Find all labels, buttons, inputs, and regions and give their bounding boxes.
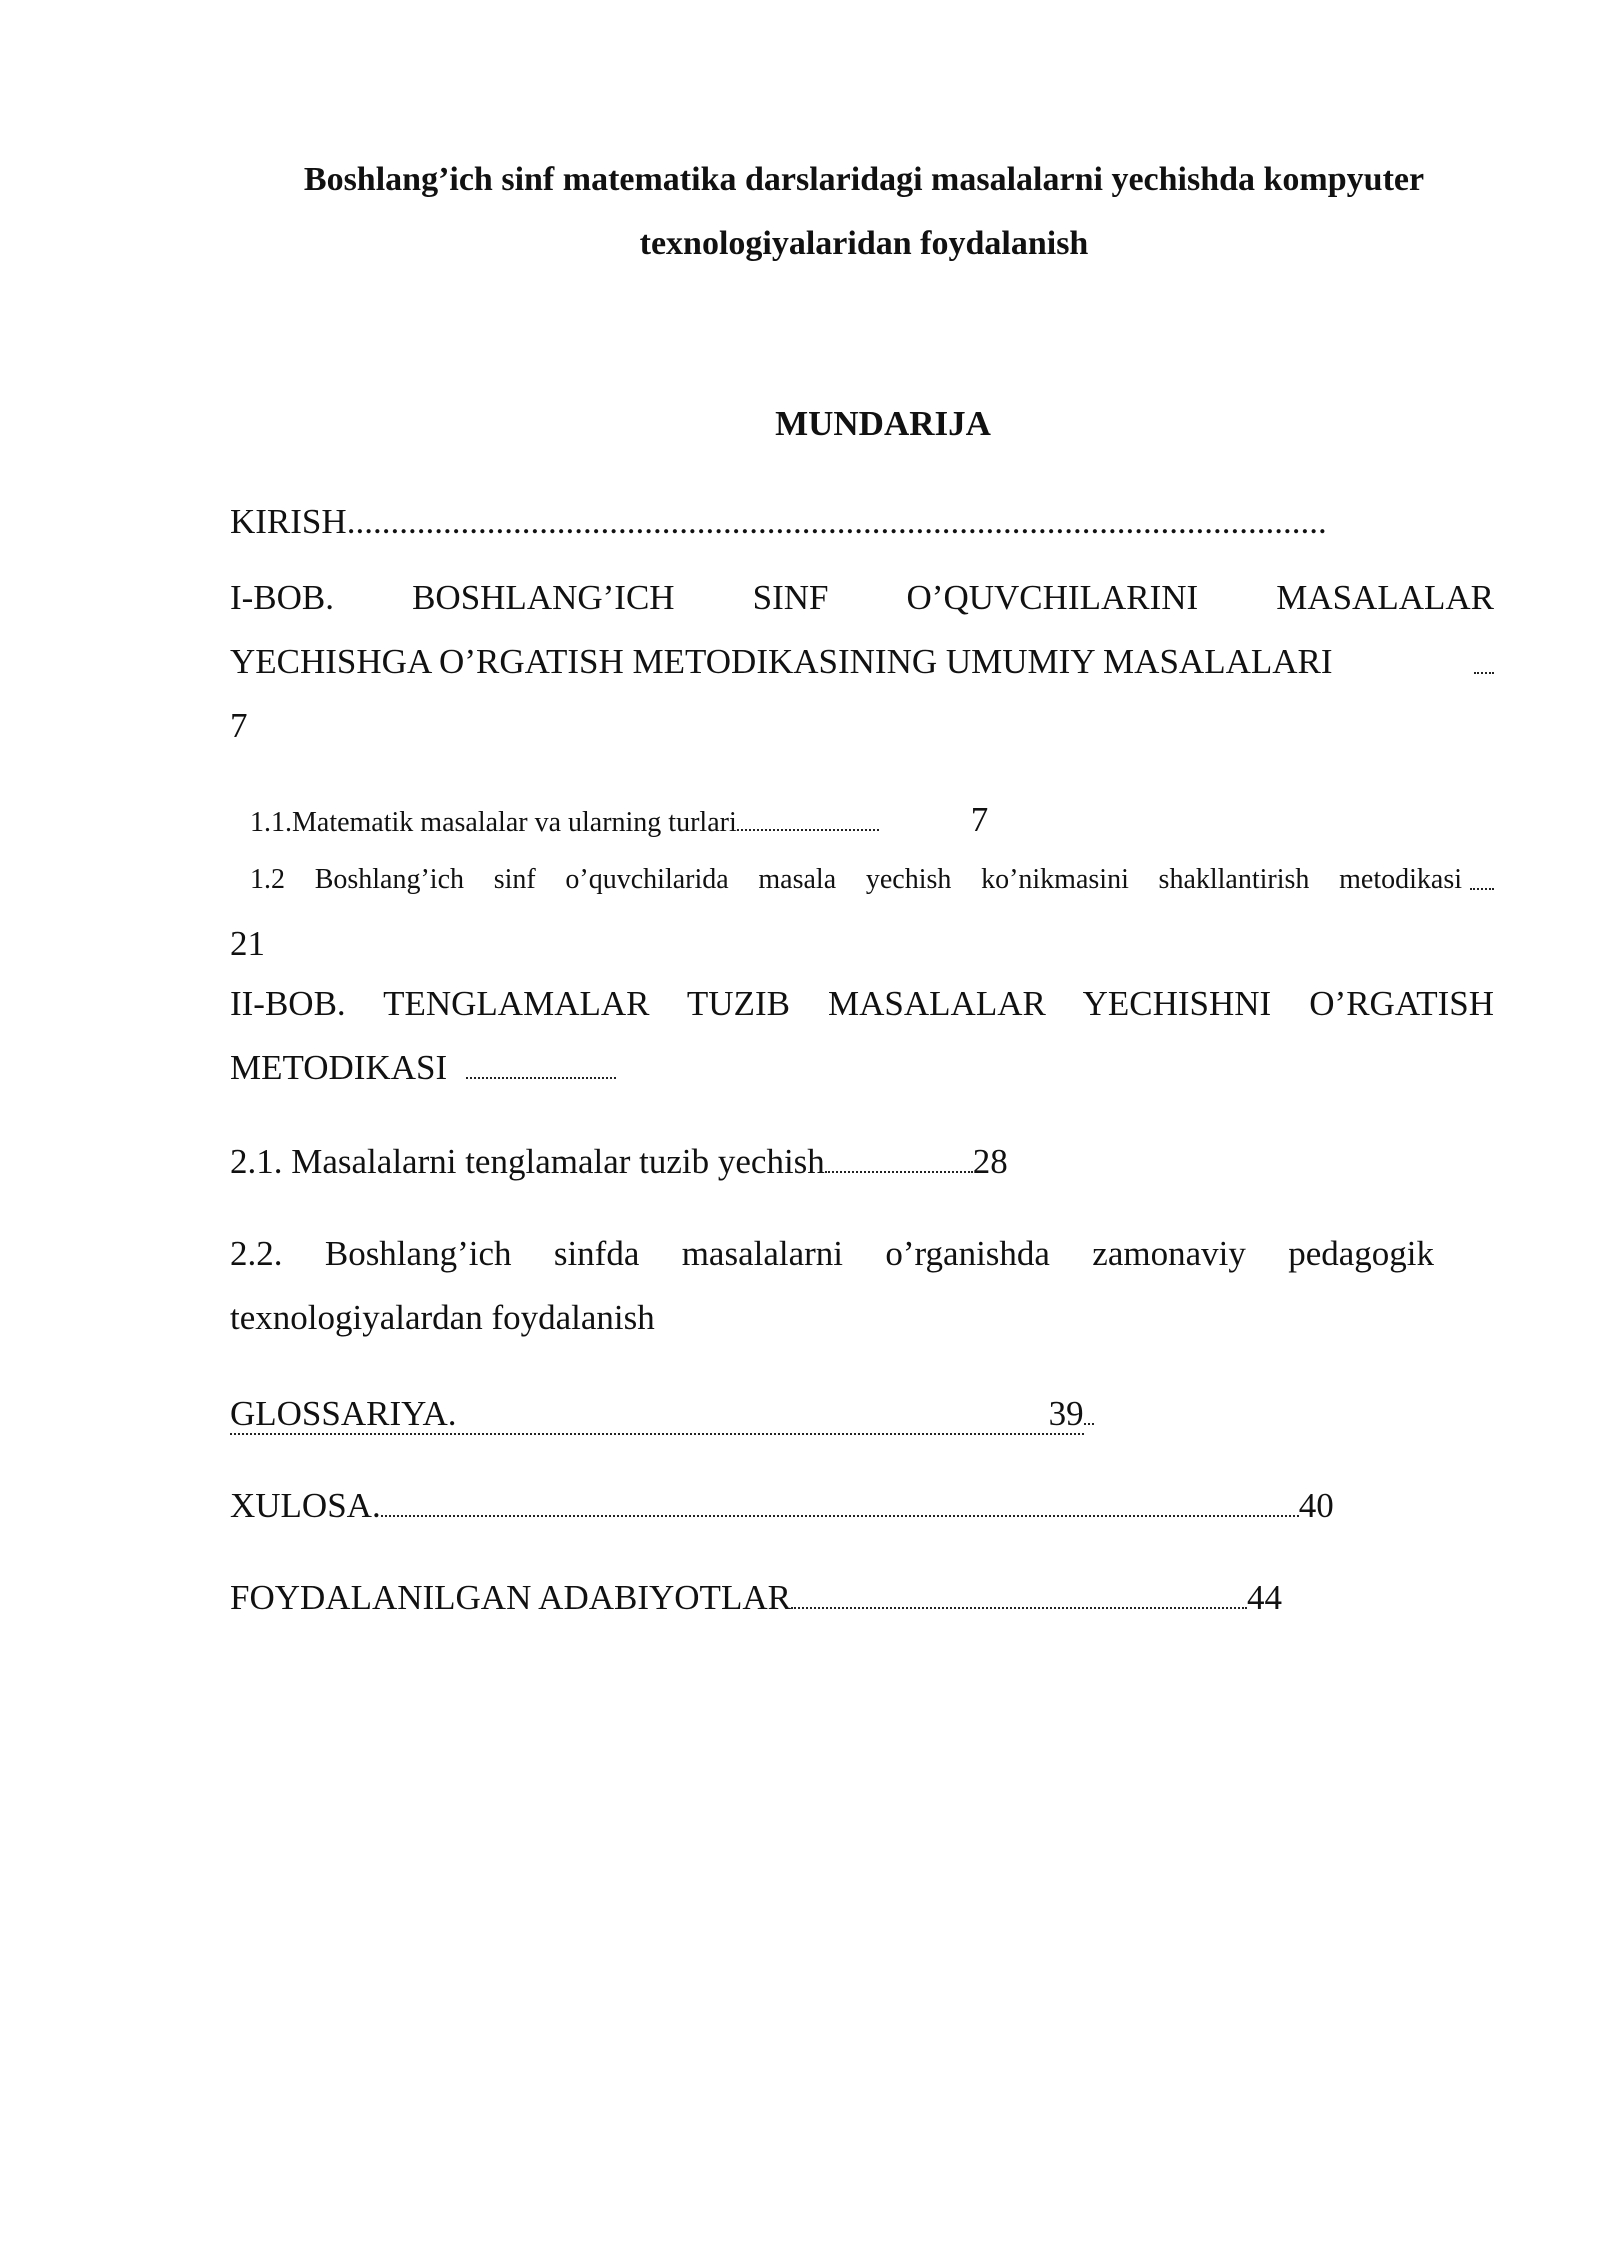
toc-entry-line: METODIKASI: [230, 1036, 1494, 1100]
toc-entry-kirish: [230, 490, 1327, 554]
toc-entry-bob1: [230, 566, 1494, 758]
toc-leader-dots: [737, 805, 879, 831]
toc-entry-label: FOYDALANILGAN ADABIYOTLAR: [230, 1578, 791, 1617]
title-line-2: texnologiyalaridan foydalanish: [639, 225, 1089, 262]
toc-entry-label: 2.1. Masalalarni tenglamalar tuzib yechish: [230, 1142, 825, 1181]
toc-leader-dots: [381, 1491, 1299, 1517]
toc-entry-label: XULOSA.: [230, 1486, 381, 1525]
toc-entry-page: 7: [230, 706, 248, 745]
toc-leader-dots: [825, 1147, 973, 1173]
toc-entry-page-1-2: 21: [230, 924, 265, 963]
toc-entry-xulosa: [230, 1474, 1334, 1538]
toc-entry-page: 40: [1298, 1486, 1334, 1525]
toc-leader-dots: [466, 1053, 616, 1079]
toc-heading: MUNDARIJA: [775, 404, 991, 443]
document-title: [226, 148, 1502, 276]
toc-entry-page: 7: [970, 800, 989, 839]
toc-entry-label: 1.1.Matematik masalalar va ularning turlari: [250, 807, 737, 838]
toc-entry-bob2: [230, 972, 1494, 1100]
toc-entry-1-1: [250, 800, 988, 843]
toc-entry-label: GLOSSARIYA. 39: [230, 1394, 1084, 1433]
toc-entry-page: 28: [972, 1142, 1008, 1181]
toc-entry-1-2: [250, 860, 1494, 900]
toc-entry-line: I-BOB. BOSHLANG’ICH SINF O’QUVCHILARINI MASALALAR: [230, 578, 1494, 617]
toc-entry-adabiyotlar: [230, 1566, 1282, 1630]
toc-leader-dots: [1474, 648, 1494, 674]
toc-entry-2-2: [230, 1222, 1434, 1350]
toc-entry-label: 1.2 Boshlang’ich sinf o’quvchilarida masala yechish ko’nikmasini shakllantirish metodikasi: [250, 864, 1462, 895]
toc-entry-line: II-BOB. TENGLAMALAR TUZIB MASALALAR YECHISHNI O’RGATISH: [230, 984, 1494, 1023]
toc-entry-page: 39: [1048, 1394, 1084, 1433]
toc-entry-glossariya: [230, 1382, 1094, 1446]
toc-entry-label: KIRISH: [230, 502, 347, 541]
toc-entry-line: YECHISHGA O’RGATISH METODIKASINING UMUMIY MASALALARI: [230, 630, 1494, 694]
toc-leader-dots: [791, 1583, 1247, 1609]
toc-leader-dots: [1470, 864, 1494, 890]
toc-entry-line: 2.2. Boshlang’ich sinfda masalalarni o’rganishda zamonaviy pedagogik: [230, 1234, 1434, 1273]
title-line-1: Boshlang’ich sinf matematika darslaridagi masalalarni yechishda kompyuter: [303, 161, 1425, 198]
toc-entry-page: 44: [1246, 1578, 1282, 1617]
toc-entry-2-1: [230, 1130, 1008, 1194]
toc-entry-line: texnologiyalardan foydalanish: [230, 1298, 655, 1337]
toc-entry-dots: ................................................................................................................: [346, 502, 1327, 541]
